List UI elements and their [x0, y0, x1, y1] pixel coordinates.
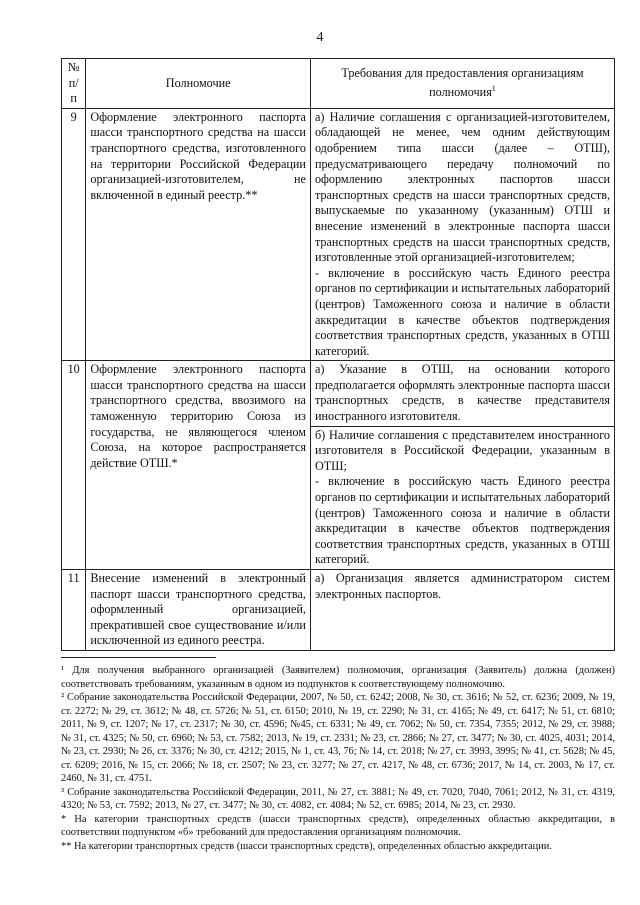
header-authority: Полномочие	[86, 59, 311, 109]
row-num: 10	[62, 361, 86, 570]
requirement-item: - включение в российскую часть Единого реестра органов по сертификации и испытательных лабораторий (центров) Таможенного союза и наличие в области аккредитации в качестве объектов подтверждения соответствия транспортных средств, указанных в ОТШ категорий.	[314, 474, 610, 567]
row-requirements	[310, 108, 614, 361]
footnote: ² Собрание законодательства Российской Федерации, 2007, № 50, ст. 6242; 2008, № 30, ст. 3616; № 52, ст. 6236; 2009, № 19, ст. 2272; № 29, ст. 3612; № 48, ст. 5726; № 51, ст. 6150; 2010, № 19, ст. 2290; № 31, ст. 4165; № 49, ст. 6417; № 51, ст. 6810; 2011, № 9, ст. 1207; № 17, ст. 2317; № 30, ст. 4596; №45, ст. 6331; № 49, ст. 7062; № 50, ст. 7354, 7355; 2012, № 29, ст. 3988; № 31, ст. 4325; № 50, ст. 6960; № 53, ст. 7582; 2013, № 19, ст. 2331; № 23, ст. 2866; № 27, ст. 3477; № 30, ст. 4025, 4031; 2014, № 23, ст. 2930; № 26, ст. 3376; № 30, ст. 4212; 2015, № 1, ст. 43, 76; № 14, ст. 2018; № 27, ст. 3993, 3995; № 41, ст. 5628; № 45, ст. 6209; 2016, № 15, ст. 2066; № 18, ст. 2507; № 23, ст. 3277; № 27, ст. 4217, № 48, ст. 6736; 2017, № 14, ст. 2003, № 17, ст. 2460, № 31, ст. 4751.	[61, 692, 615, 784]
authority-table	[61, 58, 615, 651]
header-requirements: Требования для предоставления организациям полномочия$^1$	[310, 59, 614, 109]
row-authority: Оформление электронного паспорта шасси транспортного средства на шасси транспортного средства, ввозимого на таможенную территорию Союза из государства, не являющегося членом Союза, на которое распространяется действие ОТШ.*	[86, 361, 311, 570]
requirement-item: б) Наличие соглашения с представителем иностранного изготовителя в Российской Федерации, указанным в ОТШ;	[311, 426, 614, 475]
footnote: ** На категории транспортных средств (шасси транспортных средств), определенных областью аккредитации.	[61, 840, 552, 852]
footnote: * На категории транспортных средств (шасси транспортных средств), определенных областью аккредитации, в соответствии подпунктом «б» требований для предоставления организациям полномочия.	[61, 813, 615, 838]
requirement-item: а) Указание в ОТШ, на основании которого предполагается оформлять электронные паспорта шасси транспортных средств, в качестве представителя иностранного изготовителя.	[314, 362, 610, 424]
table-row	[62, 361, 615, 570]
requirement-item: а) Организация является администратором систем электронных паспортов.	[314, 571, 610, 601]
table-row	[62, 570, 615, 651]
footnotes	[61, 664, 615, 853]
page-number: 4	[316, 30, 324, 45]
footnote: ¹ Для получения выбранного организацией (Заявителем) полномочия, организация (Заявитель) должна (должен) соответствовать требованиям, указанным в одном из подпунктов к соответствующему полномочию.	[61, 665, 615, 690]
row-authority: Внесение изменений в электронный паспорт шасси транспортного средства, оформленный организацией, прекратившей свое существование и/или исключенной из единого реестра.	[86, 570, 311, 651]
table-header-row	[62, 59, 615, 109]
footnote: ³ Собрание законодательства Российской Федерации, 2011, № 27, ст. 3881; № 49, ст. 7020, 7040, 7061; 2012, № 31, ст. 4319, 4320; № 53, ст. 7592; 2013, № 27, ст. 3477; № 30, ст. 4082, ст. 4084; № 52, ст. 6985; 2014, № 23, ст. 2930.	[61, 786, 615, 811]
requirement-item: - включение в российскую часть Единого реестра органов по сертификации и испытательных лабораторий (центров) Таможенного союза и наличие в области аккредитации в качестве объектов подтверждения соответствия транспортных средств, указанных в ОТШ категорий.	[314, 265, 610, 358]
footnote-divider	[61, 657, 216, 658]
row-num: 11	[62, 570, 86, 651]
table-row	[62, 108, 615, 361]
row-num: 9	[62, 108, 86, 361]
row-requirements	[310, 570, 614, 651]
row-requirements	[310, 361, 614, 570]
requirement-item: а) Наличие соглашения с организацией-изготовителем, обладающей не менее, чем одним действующим одобрением типа шасси (далее – ОТШ), предусматривающего передачу полномочий по оформлению электронных паспортов шасси транспортных средств на шасси транспортных средств, выпускаемые по указанному (указанным) ОТШ и внесение изменений в электронные паспорта шасси транспортных средств на шасси транспортных средств, изготовленные этой организацией-изготовителем;	[314, 109, 610, 265]
row-authority: Оформление электронного паспорта шасси транспортного средства на шасси транспортного средства, изготовленного на территории Российской Федерации организацией-изготовителем, не включенной в единый реестр.**	[86, 108, 311, 361]
header-num: № п/п	[62, 59, 86, 109]
